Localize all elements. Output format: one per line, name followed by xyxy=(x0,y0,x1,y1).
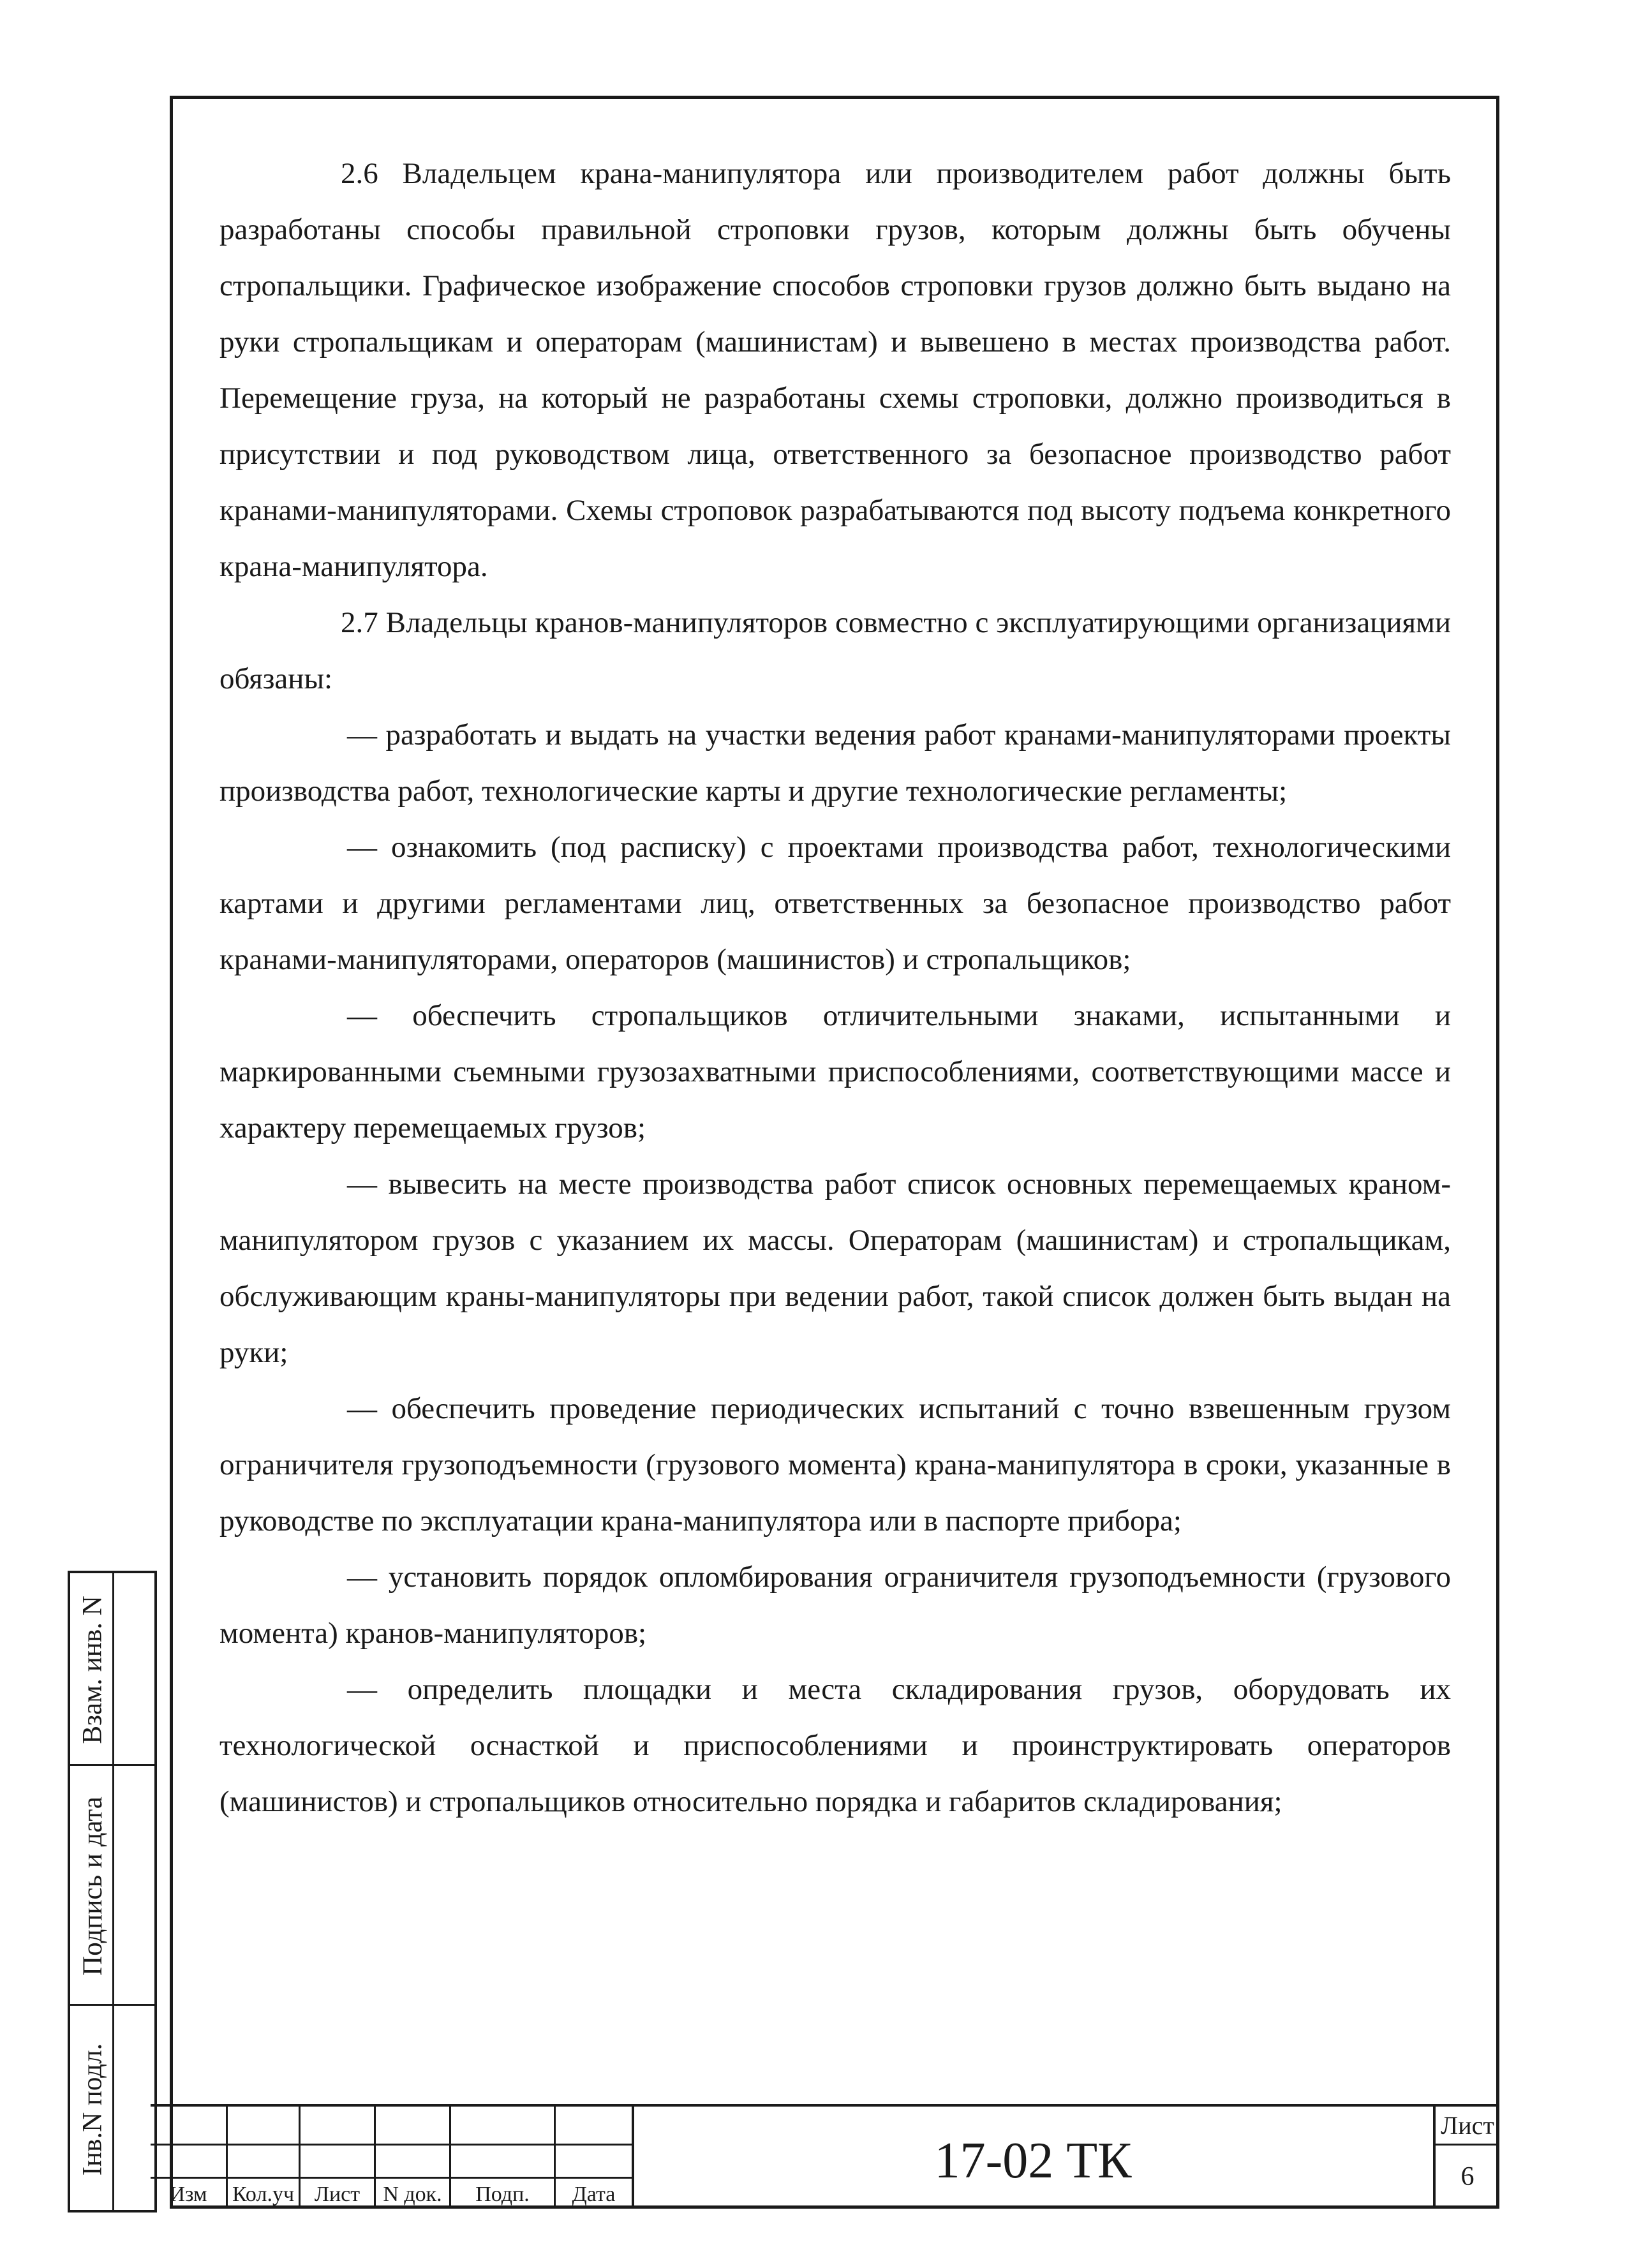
col-doc-label: N док. xyxy=(383,2183,442,2206)
col-sheet-label: Лист xyxy=(314,2183,360,2206)
document-body xyxy=(219,145,1451,1830)
list-item: — обеспечить проведение периодических испытаний с точно взвешенным грузом ограничителя грузоподъемности (грузового момента) крана-манипулятора в сроки, указанные в руководстве по эксплуатации крана-манипулятора или в паспорте прибора; xyxy=(219,1392,1451,1538)
list-item: — определить площадки и места складирования грузов, оборудовать их технологической оснасткой и приспособлениями и проинструктировать операторов (машинистов) и стропальщиков относительно порядка и габаритов складирования; xyxy=(219,1673,1451,1818)
list-item: — вывесить на месте производства работ список основных перемещаемых краном-манипулятором грузов с указанием их массы. Операторам (машинистам) и стропальщикам, обслуживающим краны-манипуляторы при ведении работ, такой список должен быть выдан на руки; xyxy=(219,1167,1451,1369)
col-count-label: Кол.уч xyxy=(232,2183,295,2206)
list-item: — ознакомить (под расписку) с проектами производства работ, технологическими картами и другими регламентами лиц, ответственных за безопасное производство работ кранами-манипуляторами, операторов (машинистов) и стропальщиков; xyxy=(219,831,1451,976)
list-item: — обеспечить стропальщиков отличительными знаками, испытанными и маркированными съемными грузозахватными приспособлениями, соответствующими массе и характеру перемещаемых грузов; xyxy=(219,999,1451,1145)
document-code: 17-02 ТК xyxy=(934,2132,1132,2189)
paragraph-2-6: 2.6 Владельцем крана-манипулятора или производителем работ должны быть разработаны способы правильной строповки грузов, которым должны быть обучены стропальщики. Графическое изображение способов строповки грузов должно быть выдано на руки стропальщикам и операторам (машинистам) и вывешено в местах производства работ. Перемещение груза, на который не разработаны схемы строповки, должно производиться в присутствии и под руководством лица, ответственного за безопасное производство работ кранами-манипуляторами. Схемы строповок разрабатываются под высоту подъема конкретного крана-манипулятора. xyxy=(219,157,1451,583)
list-item: — установить порядок опломбирования ограничителя грузоподъемности (грузового момента) кранов-манипуляторов; xyxy=(219,1560,1451,1650)
col-date-label: Дата xyxy=(572,2183,616,2206)
sheet-label: Лист xyxy=(1441,2110,1494,2140)
side-stamp xyxy=(68,1571,157,2212)
original-inventory-label: Інв.N подл. xyxy=(77,2043,108,2175)
col-sign-label: Подп. xyxy=(475,2183,530,2206)
signature-date-label: Подпись и дата xyxy=(77,1796,108,1976)
sheet-number: 6 xyxy=(1460,2162,1475,2191)
replacement-inventory-label: Взам. инв. N xyxy=(77,1595,108,1744)
list-item: — разработать и выдать на участки ведения работ кранами-манипуляторами проекты производства работ, технологические карты и другие технологические регламенты; xyxy=(219,718,1451,808)
paragraph-2-7: 2.7 Владельцы кранов-манипуляторов совместно с эксплуатирующими организациями обязаны: xyxy=(219,606,1451,695)
col-change-label: Изм xyxy=(169,2183,207,2206)
